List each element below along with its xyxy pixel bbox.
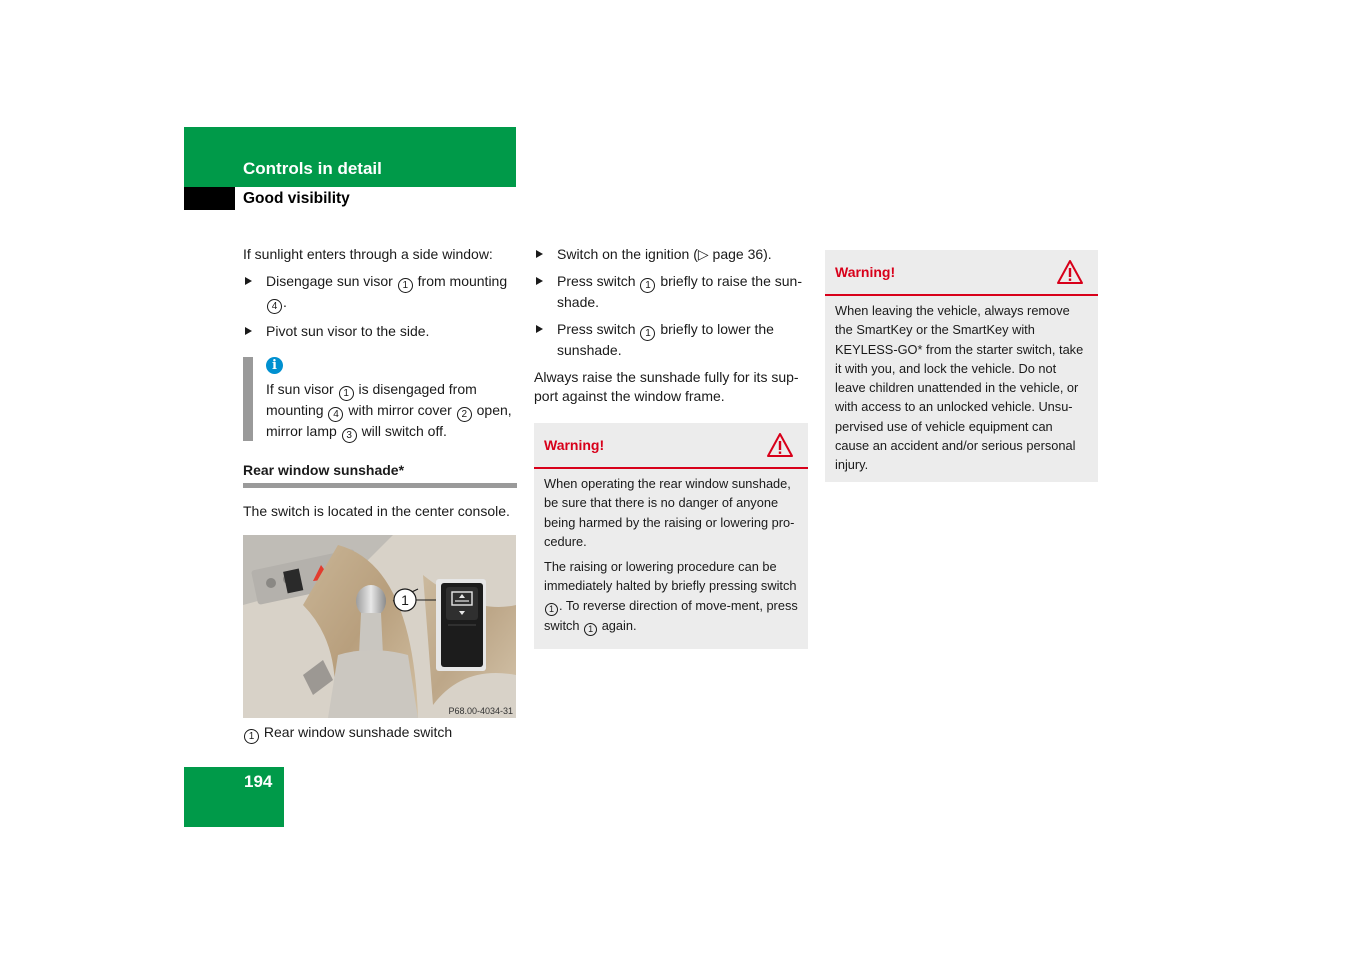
list-item: Disengage sun visor 1 from mounting 4 . xyxy=(243,272,517,314)
marker-3: 3 xyxy=(342,428,357,443)
list-item: Pivot sun visor to the side. xyxy=(243,322,517,341)
warning-body xyxy=(825,296,1098,482)
warning-triangle-icon xyxy=(766,432,794,458)
warning-box-smartkey xyxy=(825,250,1098,482)
marker-4: 4 xyxy=(267,299,282,314)
marker-1: 1 xyxy=(244,729,259,744)
warning-paragraph: When leaving the vehicle, always remove the SmartKey or the SmartKey with KEYLESS-GO* from the starter switch, take it with you, and lock the vehicle. Do not leave children unattended in the vehicle, or with access to an unlocked vehicle. Unsu-pervised use of vehicle equipment can cause an accident and/or serious personal injury. xyxy=(835,303,1084,473)
marker-1: 1 xyxy=(545,603,558,616)
warning-box-sunshade xyxy=(534,423,808,649)
warning-triangle-icon xyxy=(1056,259,1084,285)
section-title: Controls in detail xyxy=(243,159,382,178)
list-item: Switch on the ignition (▷ page 36). xyxy=(534,245,808,264)
list-item: Press switch 1 briefly to raise the sun-shade. xyxy=(534,272,808,312)
center-console-photo xyxy=(243,535,516,718)
marker-2: 2 xyxy=(457,407,472,422)
warning-label: Warning! xyxy=(835,264,896,280)
intro-text: If sunlight enters through a side window: xyxy=(243,246,493,262)
photo-marker-1: 1 xyxy=(401,592,409,608)
column-middle xyxy=(534,245,808,649)
column-left xyxy=(243,245,517,744)
page-number: 194 xyxy=(244,772,273,791)
warning-label: Warning! xyxy=(544,437,605,453)
info-icon: i xyxy=(266,357,283,374)
marker-1: 1 xyxy=(398,278,413,293)
photo-code: P68.00-4034-31 xyxy=(448,706,513,716)
column-right xyxy=(825,250,1098,482)
marker-1: 1 xyxy=(339,386,354,401)
page-ref-arrow: ▷ xyxy=(697,246,709,262)
warning-header xyxy=(534,423,808,469)
subsection-marker xyxy=(184,187,235,210)
subsection-title: Good visibility xyxy=(243,190,350,207)
warning-body xyxy=(534,469,808,649)
photo-caption: 1 Rear window sunshade switch xyxy=(243,723,517,744)
info-bar xyxy=(243,357,253,441)
switch-location-text: The switch is located in the center console. xyxy=(243,503,510,519)
rear-sunshade-heading: Rear window sunshade* xyxy=(243,461,517,488)
marker-1: 1 xyxy=(640,326,655,341)
warning-paragraph: When operating the rear window sunshade, be sure that there is no danger of anyone being harmed by the raising or lowering pro-cedure. xyxy=(544,476,795,549)
list-item: Press switch 1 briefly to lower the sunshade. xyxy=(534,320,808,360)
warning-header xyxy=(825,250,1098,296)
marker-1: 1 xyxy=(640,278,655,293)
center-console-illustration xyxy=(243,535,516,718)
marker-4: 4 xyxy=(328,407,343,422)
sunshade-note: Always raise the sunshade fully for its sup-port against the window frame. xyxy=(534,369,799,404)
warning-paragraph: The raising or lowering procedure can be immediately halted by briefly pressing switch 1 . To reverse direction of move-ment, press switch 1 again. xyxy=(544,559,798,634)
info-note xyxy=(243,357,517,441)
marker-1: 1 xyxy=(584,623,597,636)
info-text: If sun visor 1 is disengaged from mounting 4 with mirror cover 2 open, mirror lamp 3 will switch off. xyxy=(266,381,512,441)
